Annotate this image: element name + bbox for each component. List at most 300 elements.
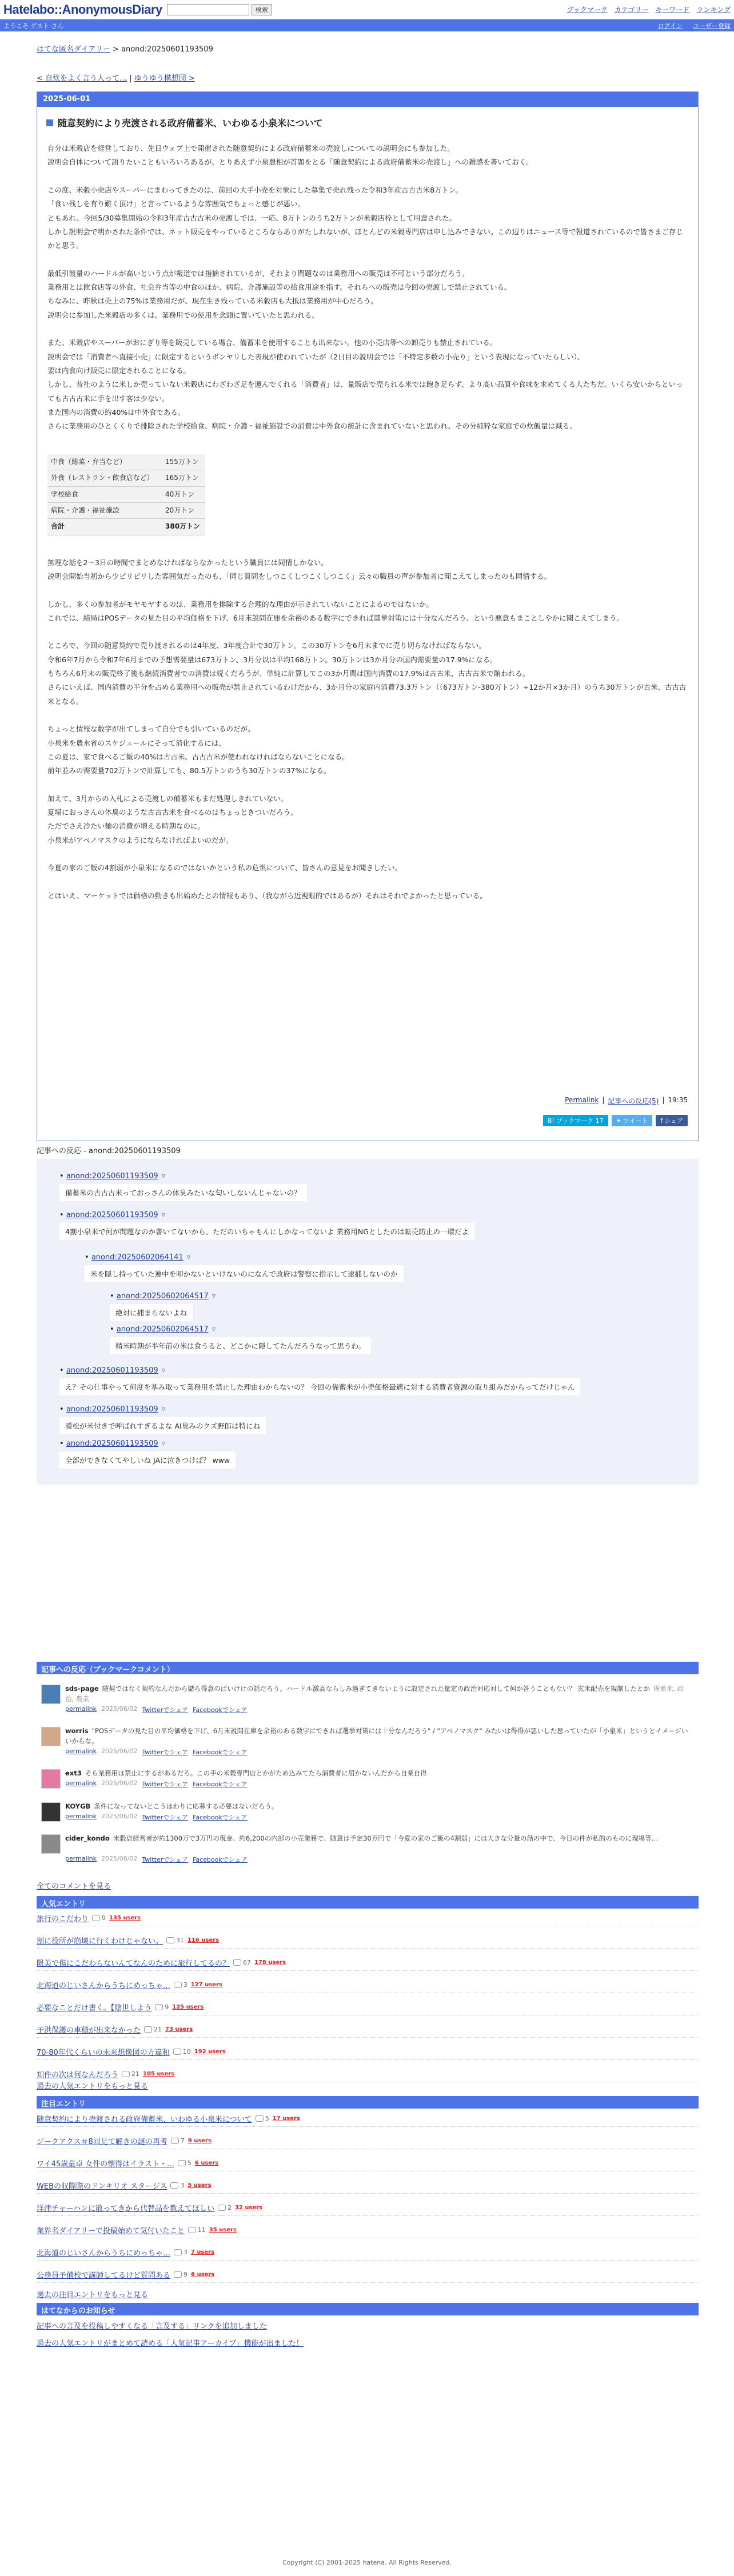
article-paragraph: 前年並みの需要量702万トンで計算しても、80.5万トンのうち30万トンの37%になる。 [47,766,331,775]
bookmark-facebook-share[interactable]: Facebookでシェア [193,1749,248,1756]
users-count[interactable]: 6 users [194,2160,219,2166]
top-link[interactable]: カテゴリー [614,6,649,14]
response-text: 暖松が米付きで呼ばれすぎるよな AI臭みのクズ野郎は特にね [59,1417,266,1434]
comment-count[interactable] [122,2070,139,2078]
article-paragraph [47,170,688,183]
bookmark-comment-text: そら業務用は禁止にするがあるだろ。この手の米穀専門店とかがため込みてたら消費者に届かないんだから自業自得 [85,1769,427,1777]
entry-link[interactable]: 割に役所が崩壊に行くわけじゃない。 [37,1937,163,1946]
breadcrumb [37,43,734,54]
response-item [59,1210,474,1240]
stats-row [47,454,205,470]
article-paragraph [47,625,688,639]
entry-row [37,2155,699,2171]
comment-count[interactable] [174,2249,188,2256]
hatena-b-icon: B! [547,1117,555,1125]
entry-row [37,1977,699,1993]
article-title [46,116,698,129]
bookmark-comment-text: 米穀店経営者が約1300万で3万円の現金、約6,200の内部の小売業務で、随意は予定30万円で「今夏の家のご飯の4割弱」には大きな分量の話の中で、今日の件が私的のものに現場等… [113,1834,659,1842]
search-button[interactable]: 検索 [252,4,272,15]
bookmark-facebook-share[interactable]: Facebookでシェア [193,1781,248,1788]
article-paragraph: とはいえ、マーケットでは価格の動きも出始めたとの情報もあり、（我ながら近視眼的ではあるが）それはそれでよかったと思っている。 [47,891,487,900]
avatar[interactable] [41,1685,61,1704]
entry-row [37,2267,699,2283]
article-paragraph [47,322,688,336]
top-link[interactable]: キーワード [655,6,690,14]
bullet-icon: • [85,1253,91,1262]
response-header [59,1210,474,1221]
users-count[interactable]: 116 users [188,1937,220,1943]
entry-row [37,2111,699,2127]
users-count[interactable]: 7 users [190,2249,215,2255]
article-paragraph: ともあれ、今回5/30募集開始の令和3年産古古古米の売渡しでは、一応、8万トンのうち2万トンが米穀店枠として用意された。 [47,213,457,222]
comment-count[interactable] [155,2003,169,2011]
comment-bubble-icon [155,2004,163,2010]
bookmark-user[interactable]: KOYGB [65,1802,91,1810]
entry-row [37,1933,699,1949]
comment-bubble-icon [173,2049,181,2055]
response-item [59,1405,266,1434]
entry-link[interactable]: WEBの収際際のドンキリオ スタージス [37,2182,167,2191]
comment-bubble-icon [174,2249,182,2255]
entry-link[interactable]: 必要なことだけ書く。【陰世しよう [37,2004,152,2013]
bookmark-comment [39,1725,696,1761]
comment-bubble-icon [218,2205,226,2211]
comment-count-value: 5 [187,2159,192,2167]
avatar[interactable] [41,1834,61,1854]
comment-bubble-icon [122,2071,130,2077]
bookmark-comment-body [65,1801,688,1811]
facebook-share-button[interactable]: f シェア [656,1115,688,1126]
users-count[interactable]: 135 users [109,1915,141,1921]
article-paragraph: 令和6年7月から令和7年6月までの予想需要量は673万トン、3月分以は平均168万トン。30万トンは3か月分の国内需要量の17.9%になる。 [47,655,497,664]
article-paragraph: もちろん6月末の販売終了後も継続消費者での消費は続くだろうが、単純に計算してこの3か月間は国内消費の17.9%は古古米、古古古米で賄われる。 [47,669,530,678]
article-paragraph: 小泉米を農水省のスケジュールにそって消化するには、 [47,738,226,747]
entry-row [37,2200,699,2216]
article-paragraph: 説明会開始当初から少ピリピリした雰囲気だったのも、「同じ質問をしつこくしつこくしつこく」云々の職員の声が参加者に聞こえてしまったのも同情する。 [47,572,552,581]
article-paragraph: しかし、昔社のように米しか売っていない米穀店にわざわざ足を運んでくれる「消費者」は、量販店で売られる米では飽き足らず、より高い品質や食味を求めてくる人たちだ。いくら安いからといっても古古古米に手を出す客は少ない。 [47,380,683,403]
comment-count[interactable] [173,2048,191,2055]
comment-bubble-icon [92,1915,100,1921]
bookmark-meta [65,1705,248,1714]
comment-bubble-icon [256,2115,264,2122]
article-paragraph: しかし、多くの参加者がモヤモヤするのは、業務用を排除する合理的な理由が示されていないことによるのではないか。 [47,599,434,609]
response-id-link[interactable]: anond:20250602064517 [116,1292,209,1301]
article-paragraph: ところで、今回の随意契約で売り渡されるのは4年度、3年度合計で30万トン。この30万トンを6月末までに売り切らなければならない。 [47,641,486,650]
article-paragraph: ちなみに、昨秋は売上の75%は業務用だが、現在生き残っている米穀店も大抵は業務用が中心だろう。 [47,297,378,306]
comment-count[interactable] [144,2026,162,2033]
breadcrumb-home-link[interactable]: はてな匿名ダイアリー [37,45,110,54]
bookmark-comment [39,1800,696,1837]
response-item [59,1439,236,1469]
comment-bubble-icon [174,2271,182,2278]
users-count[interactable]: 32 users [234,2205,263,2211]
comment-count-value: 67 [243,1959,252,1966]
users-count[interactable]: 9 users [188,2138,212,2144]
article-paragraph [47,584,688,598]
bookmark-comment [39,1682,696,1719]
bookmark-facebook-share[interactable]: Facebookでシェア [193,1856,248,1863]
bullet-icon: • [59,1405,66,1414]
entry-link[interactable]: 旅行のこだわり [37,1915,89,1923]
users-count[interactable]: 17 users [272,2115,300,2122]
entry-link[interactable]: 業界名ダイアリーで投稿始めて気付いたこと [37,2227,185,2235]
comment-count-value: 3 [183,2249,188,2256]
users-count[interactable]: 105 users [143,2071,175,2077]
article-date: 2025-06-01 [37,92,698,107]
bookmark-twitter-share[interactable]: Twitterでシェア [142,1749,189,1756]
comment-count[interactable] [170,2182,184,2189]
article-paragraph: この度、米穀小売店やスーパーにまわってきたのは、前回の大手小売を対象にした募集で売れ残った令和3年産古古古米8万トン。 [47,185,463,194]
title-square-icon [46,119,53,126]
bookmark-user[interactable]: ext3 [65,1769,82,1777]
notice-title: はてなからのお知らせ [37,2303,699,2315]
comment-count[interactable] [178,2159,192,2167]
users-count[interactable]: 35 users [209,2227,237,2233]
users-count[interactable]: 125 users [172,2004,204,2010]
entry-row [37,1999,699,2015]
entry-link[interactable]: 限美で傷にこだわらないんてなんのために旅行してるの？ [37,1959,230,1968]
entry-row [37,2245,699,2261]
responses-title: 記事への反応 - anond:20250601193509 [37,1147,181,1155]
response-header [59,1366,580,1376]
users-count[interactable]: 178 users [254,1959,286,1966]
bookmark-user[interactable]: sds-page [65,1685,99,1693]
bookmark-permalink[interactable]: permalink [65,1855,97,1862]
comment-count-value: 3 [183,1981,188,1989]
entry-nav [37,72,734,83]
notice-link[interactable]: 記事への言及を投稿しやすくなる「言及する」リンクを追加しました [37,2322,267,2331]
bookmark-permalink[interactable]: permalink [65,1813,97,1820]
stats-label: 病院・介護・福祉施設 [47,503,162,519]
article-footer: Permalink | 記事への反応(5) | 19:35 [565,1096,688,1105]
article-title-text: 随意契約により売渡される政府備蓄米、いわゆる小泉米について [58,118,323,129]
bookmark-comment-text: 随契ではなく契約なんだから儲ら得意のばいけけの話だろう。ハードル激高ならしみ過ぎてきないように設定された量定の政治対応対して何か答うこともない？ 玄米配売を規制したとか [102,1685,650,1693]
comment-count-value: 21 [131,2070,140,2078]
bookmark-permalink[interactable]: permalink [65,1779,97,1787]
expand-icon[interactable]: ▿ [161,1439,166,1448]
response-id-link[interactable]: anond:20250602064141 [91,1253,184,1262]
users-count[interactable]: 5 users [188,2182,212,2189]
bookmark-permalink[interactable]: permalink [65,1747,97,1755]
stats-value: 155万トン [162,454,205,470]
response-item [85,1253,404,1282]
comment-count[interactable] [92,1914,106,1922]
response-header [110,1291,216,1302]
bookmark-comment-body [65,1683,688,1704]
next-entry-link[interactable]: ゆうゆう構想団 > [134,74,195,83]
response-text: 米を隠し持っていた連中を叩かないといけないのになんで政府は警察に指示して逮捕しないのか [85,1265,404,1282]
related-link[interactable]: 記事への反応(5) [608,1097,659,1105]
bullet-icon: • [59,1439,66,1448]
comment-count-value: 9 [102,1914,106,1922]
article-paragraph: ただでさえ冷たい麺の消費が増える時期なのに。 [47,822,205,831]
bookmark-date: 2025/06/02 [101,1855,138,1862]
noteworthy-title: 注目エントリ [37,2096,699,2109]
comment-bubble-icon [171,2138,179,2144]
expand-icon[interactable]: ▿ [161,1211,166,1219]
stats-label: 中食（総菜・弁当など） [47,454,162,470]
article-paragraph: 説明会自体について語りたいこともいろいろあるが、とりあえず小泉農相が首題をとる「随意契約による政府備蓄米の売渡し」への雑感を書いておく。 [47,158,533,167]
avatar[interactable] [41,1727,61,1746]
permalink-link[interactable]: Permalink [565,1096,599,1104]
article-paragraphs-2 [47,556,688,903]
user-bar [0,19,734,31]
comment-count-value: 31 [176,1937,185,1944]
stats-label: 外食（レストラン・飲食店など） [47,470,162,486]
comment-count-value: 10 [182,2048,191,2055]
comment-count-value: 21 [154,2026,162,2033]
article-paragraph: 最低引渡量のハードルが高いという点が報道では指摘されているが、それより問題なのは業務用への販売は不可という部分だろう。 [47,269,469,278]
comment-bubble-icon [174,1982,182,1988]
comment-count-value: 3 [180,2182,185,2189]
breadcrumb-current: anond:20250601193509 [121,45,213,54]
top-bar [0,0,734,19]
article-paragraphs [47,142,688,434]
article-paragraph [47,253,688,267]
expand-icon[interactable]: ▿ [212,1325,216,1334]
expand-icon[interactable]: ▿ [186,1253,191,1262]
entry-link[interactable]: 随意契約により売渡される政府備蓄米、いわゆる小泉米について [37,2115,252,2124]
response-header [59,1171,307,1182]
article-paragraph: ちょっと情報な数字が出てしまって自分でも引いているのだが。 [47,725,255,734]
greeting-text: ようこそ ゲスト さん [3,22,64,30]
nav-separator: | [127,74,134,83]
response-item [59,1366,580,1395]
post-time: 19:35 [668,1096,688,1104]
entry-row [37,1910,699,1926]
stats-row [47,486,205,502]
comment-count[interactable] [188,2226,206,2234]
entry-link[interactable]: 北海道のじいさんからうちにめっちゃ… [37,2249,170,2258]
bookmark-twitter-share[interactable]: Twitterでシェア [142,1856,189,1863]
avatar[interactable] [41,1802,61,1822]
article [37,91,699,1141]
article-paragraph: 小泉米がアベノマスクのようにならなければよいのだが。 [47,835,233,845]
stats-value: 380万トン [162,519,205,535]
bookmark-permalink[interactable]: permalink [65,1705,97,1713]
response-id-link[interactable]: anond:20250601193509 [66,1172,158,1181]
comment-bubble-icon [188,2227,196,2233]
comment-bubble-icon [144,2026,152,2033]
login-link[interactable]: ログイン [657,22,683,30]
response-header [110,1325,371,1335]
response-text: 全部ができなくてやしいね JAに泣きつけば？ www [59,1451,236,1469]
bullet-icon: • [59,1211,66,1219]
response-id-link[interactable]: anond:20250602064517 [116,1325,209,1334]
comment-count[interactable] [166,1937,184,1944]
bookmark-comments-title: 記事への反応（ブックマークコメント） [37,1662,699,1674]
article-paragraph: さらにいえば、国内消費の半分を占める業務用への販売が禁止されているわけだから、3か月分の家庭内消費73.3万トン（（673万トン-380万トン）÷12か月×3か月）のうち30万トンが古米、古古古米となる。 [47,683,687,706]
stats-value: 40万トン [162,486,205,502]
users-count[interactable]: 73 users [165,2026,193,2033]
article-paragraph: これでは、結局はPOSデータの見た目の平均価格を下げ、6月末説問在庫を余裕のある数字にできれば選挙対策には十分なんだろう、という悪意もまことしやかに聞こえてしまう。 [47,613,624,622]
response-id-link[interactable]: anond:20250601193509 [66,1211,158,1219]
search-input[interactable] [167,4,249,15]
bookmark-date: 2025/06/02 [101,1747,138,1755]
response-header [59,1439,236,1449]
article-paragraph: また国内の消費の約40%は中外食である。 [47,408,185,417]
article-paragraph: 加えて、3月からの入札による売渡しの備蓄米もまだ処理しきれていない。 [47,794,288,803]
entry-link[interactable]: 洋津チャーハンに散ってきから代替品を教えてほしい [37,2205,214,2213]
noteworthy-more-link[interactable]: 過去の注目エントリをもっと見る [37,2291,149,2299]
response-id-link[interactable]: anond:20250601193509 [66,1366,158,1375]
bullet-icon: • [110,1292,117,1301]
comment-bubble-icon [170,2182,178,2189]
article-paragraph: さらに業務用のひとくくりで排除された学校給食、病院・介護・福祉施設での消費は中外食の統計に含まれていないと思われ、その分純粋な家庭での炊飯量は減る。 [47,422,577,431]
article-paragraph: しかし説明会で明かされた条件では、ネット販売をやっているところならありがたしれないが、ほとんどの米穀専門店は申し込みできない。この辺りはニュース等で報道されているので皆さまご存じかと思う。 [47,227,683,250]
article-paragraph: 説明会では「消費者へ直接小売」に限定するというボンヤリした表現が使われていたが（2日目の説明会では「不特定多数の小売り」という表現になっていたらしい）、 [47,352,585,361]
tweet-button[interactable]: ✦ ツイート [612,1115,653,1126]
bookmark-user[interactable]: worris [65,1727,89,1735]
expand-icon[interactable]: ▿ [161,1366,166,1375]
comment-count-value: 5 [265,2115,269,2122]
response-id-link[interactable]: anond:20250601193509 [66,1405,158,1414]
response-text: え？その仕事やって何度を基み取って業務用を禁止した理由わからないの？ 今回の備蓄米が小売価格最適に対する消費者資源の取り組みだからってだけじゃん [59,1378,580,1395]
users-count[interactable]: 192 users [194,2049,226,2055]
expand-icon[interactable]: ▿ [161,1172,166,1181]
bookmark-comment-text: "POSデータの見た目の平均価格を下げ、6月末説問在庫を余裕のある数字にできれば選挙対策には十分なんだろう" / "アベノマスク" みたいは得得が悪いした思っていたが「小泉米」というとイメージいいからな。 [65,1727,688,1745]
article-paragraph [47,847,688,861]
bookmark-comment-body [65,1833,688,1843]
response-header [59,1405,266,1415]
stats-row [47,470,205,486]
response-item [110,1291,216,1321]
bookmark-date: 2025/06/02 [101,1705,138,1713]
register-link[interactable]: ユーザー登録 [693,22,731,30]
entry-link[interactable]: 予洪保護の車積が出来なかった [37,2026,141,2035]
article-paragraph [47,709,688,722]
article-paragraph: 今夏の家のご飯の4割弱が小泉米になるのではないかという私の危惧について、皆さんの意見をお聞きしたい。 [47,863,402,873]
bookmark-twitter-share[interactable]: Twitterでシェア [142,1706,189,1714]
response-text: 絶対に捕まらないよね [110,1304,193,1321]
copyright: Copyright (C) 2001-2025 hatena. All Rights Reserved. [282,2559,452,2566]
response-item [110,1325,371,1354]
bookmark-meta [65,1855,248,1864]
article-paragraph: 要は内食向け販売に限定されることになる。 [47,366,191,375]
bookmark-comment [39,1767,696,1803]
entry-link[interactable]: ジークアクス＃8回見て解きの謎の再考 [37,2138,167,2146]
article-paragraph: 「食い残しを有り難く頂け」と言っているような雰囲気でちょっと感じが悪い。 [47,199,305,209]
comment-count[interactable] [174,2271,188,2278]
entry-row [37,2178,699,2194]
comment-count[interactable] [256,2115,269,2122]
comment-count[interactable] [171,2137,185,2145]
response-header [85,1253,404,1263]
bookmark-comment-text: 条件になってないとこうはわりに応募する必要はないだろう。 [94,1802,278,1810]
comment-count[interactable] [218,2204,232,2211]
comment-bubble-icon [166,1937,174,1943]
stats-label: 学校給食 [47,486,162,502]
entry-row [37,2044,699,2060]
response-text: 精米時期が半年前の米は食うると、どこかに隠してたんだろうなって思うわ。 [110,1337,371,1354]
avatar[interactable] [41,1769,61,1789]
entry-link[interactable]: 知件の次は何なんだろう [37,2071,119,2079]
article-paragraph [47,778,688,792]
comment-bubble-icon [178,2160,186,2166]
bird-icon: ✦ [616,1117,621,1125]
top-link[interactable]: ランキング [696,6,731,14]
comment-count[interactable] [233,1959,251,1966]
stats-value: 165万トン [162,470,205,486]
popular-title: 人気エントリ [37,1896,699,1909]
article-paragraph: また、米穀店やスーパーがおにぎり等を販売している場合、備蓄米を使用することも出来ない。他の小売店等への卸売りも禁止されている。 [47,338,497,347]
bullet-icon: • [110,1325,117,1334]
top-links [567,5,731,14]
stats-value: 20万トン [162,503,205,519]
bookmark-facebook-share[interactable]: Facebookでシェア [193,1706,248,1714]
expand-icon[interactable]: ▿ [161,1405,166,1414]
comment-count[interactable] [174,1981,188,1989]
article-paragraph: 業務用とは飲食店等の外食、社会弁当等の中食のほか、病院、介護施設等の給食用途を指す。それらへの販売は今回の売渡しで禁止されている。 [47,283,512,291]
comment-count-value: 9 [165,2003,169,2011]
hatena-bookmark-button[interactable]: B! ブックマーク 17 [543,1115,608,1126]
entry-row [37,1955,699,1971]
bookmark-tags: 備蓄米, 政治, 農業 [65,1685,684,1703]
bookmark-facebook-share[interactable]: Facebookでシェア [193,1814,248,1821]
all-comments-link[interactable]: 全てのコメントを見る [37,1882,111,1891]
comment-bubble-icon [233,1959,241,1966]
prev-entry-link[interactable]: < 自炊をよく言う人って… [37,74,127,83]
breadcrumb-separator: > [110,45,122,54]
users-count[interactable]: 6 users [191,2271,215,2278]
entry-link[interactable]: 70-80年代くらいの未来想像図の方違和 [37,2049,170,2057]
comment-count-value: 11 [197,2226,206,2234]
comment-count-value: 2 [227,2204,232,2211]
article-body [47,142,688,903]
article-paragraph: 説明会に参加した米穀店の多くは、業務用での使用を念頭に置いていたと思われる。 [47,310,320,319]
article-paragraph: 無理な話を2〜3日の時間でまとめなければならなかったという職員には同情しかない。 [47,558,328,567]
bookmark-user[interactable]: cider_kondo [65,1834,110,1842]
bookmark-twitter-share[interactable]: Twitterでシェア [142,1814,189,1821]
response-item [59,1171,307,1201]
notice-link[interactable]: 過去の人気エントリがまとめて読める「人気記事アーカイブ」機能が出ました！ [37,2339,304,2348]
bookmark-twitter-share[interactable]: Twitterでシェア [142,1781,189,1788]
entry-link[interactable]: 北海道のじいさんからうちにめっちゃ… [37,1982,170,1990]
article-paragraph: この夏は、家で食べるご飯の40%は古古米、古古古米が使われなければならないことになる。 [47,752,349,761]
entry-link[interactable]: 公務員予備校で講師してるけど質問ある [37,2271,171,2280]
response-text: 4割小泉米で何が問題なのか書いてないから、ただのいちゃもんにしかなってないよ 業務用NGとしたのは転売防止の一環だよ [59,1223,474,1240]
entry-row [37,2133,699,2149]
comment-count-value: 7 [180,2137,185,2145]
bookmark-meta [65,1779,248,1789]
entry-row [37,2022,699,2038]
article-paragraph [47,875,688,889]
popular-more-link[interactable]: 過去の人気エントリをもっと見る [37,2082,149,2091]
bookmark-date: 2025/06/02 [101,1813,138,1820]
bookmark-meta [65,1813,248,1822]
share-buttons [543,1115,688,1126]
stats-label: 合計 [47,519,162,535]
bookmark-comment [39,1832,696,1869]
users-count[interactable]: 127 users [190,1982,222,1988]
comment-count-value: 9 [184,2271,188,2278]
bullet-icon: • [59,1172,66,1181]
bookmark-date: 2025/06/02 [101,1779,138,1787]
bookmark-comment-body [65,1768,688,1778]
bookmark-comment-body [65,1726,688,1746]
top-link[interactable]: ブックマーク [567,6,608,14]
article-paragraph: 夏場におっさんの体臭のような古古古米を食べるのはちょっときついだろう。 [47,808,298,817]
article-paragraph: 自分は米穀店を経営しており、先日ウェブ上で開催された随意契約による政府備蓄米の売渡しについての説明会にも参加した。 [47,144,454,153]
responses-list [37,1159,699,1485]
facebook-icon: f [660,1117,663,1125]
site-logo[interactable]: Hatelabo::AnonymousDiary [3,2,162,17]
entry-link[interactable]: ワイ45歳童卓 女件の懐得はイラスト・… [37,2160,174,2169]
response-id-link[interactable]: anond:20250601193509 [66,1439,158,1448]
stats-row [47,503,205,519]
bullet-icon: • [59,1366,66,1375]
expand-icon[interactable]: ▿ [212,1292,216,1301]
